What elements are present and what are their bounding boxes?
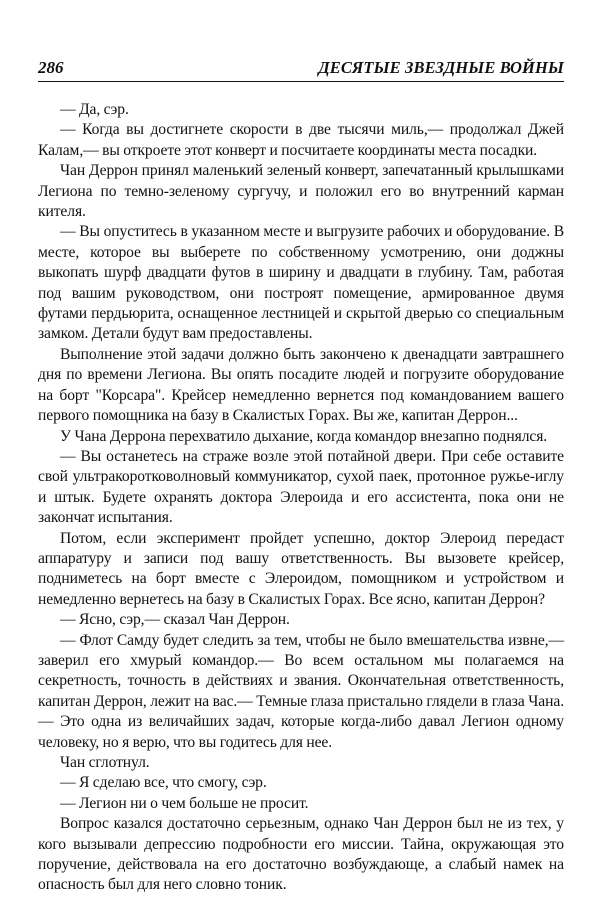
page-number: 286 [38, 58, 64, 77]
paragraph: — Я сделаю все, что смогу, сэр. [60, 774, 267, 792]
paragraph: Чан Деррон принял маленький зеленый конверт, запечатанный крылышками Легиона по темно-зеленому сургучу, и положил его во внутренний карман кителя. [38, 162, 564, 221]
paragraph: Вопрос казался достаточно серьезным, однако Чан Деррон был не из тех, у кого вызывали депрессию подробности его миссии. Тайна, окружающая это поручение, действовала на его достаточно возбуждающе, а слабый намек на опасность был для него словно тоник. [38, 815, 564, 894]
paragraph: Потом, если эксперимент пройдет успешно, доктор Элероид передаст аппаратуру и записи под вашу ответственность. Вы вызовете крейсер, подниметесь на борт вместе с Элероидом, помощником и устройством и немедленно вернетесь на базу в Скалистых Горах. Все ясно, капитан Деррон? [38, 529, 564, 608]
paragraph: — Когда вы достигнете скорости в две тысячи миль,— продолжал Джей Калам,— вы откроете этот конверт и посчитаете координаты места посадки. [38, 121, 564, 159]
paragraph: — Да, сэр. [60, 101, 129, 118]
paragraph: Чан сглотнул. [60, 754, 150, 771]
paragraph: У Чана Деррона перехватило дыхание, когда командор внезапно поднялся. [60, 427, 548, 445]
paragraph: — Флот Самду будет следить за тем, чтобы не было вмешательства извне,— заверил его хмурый командор.— Во всем остальном мы полагаемся на секретность, точность в действиях и звания. Окончательная ответственность, капитан Деррон, лежит на вас.— Темные глаза пристально глядели в глаза Чана.— Это одна из величайших задач, которые когда-либо давал Легион одному человеку, но я верю, что вы годитесь для нее. [38, 631, 564, 751]
page-header [38, 57, 564, 82]
paragraph: — Ясно, сэр,— сказал Чан Деррон. [60, 611, 290, 629]
paragraph: — Вы останетесь на страже возле этой потайной двери. При себе оставите свой ультракоротковолновый коммуникатор, сухой паек, протонное ружье-иглу и штык. Будете охранять доктора Элероида и его ассистента, пока они не закончат испытания. [38, 447, 564, 527]
paragraph: — Вы опуститесь в указанном месте и выгрузите рабочих и оборудование. В месте, которое вы выберете по собственному усмотрению, они доджны выкопать шурф двадцати футов в ширину и двадцати в глубину. Там, работая под вашим руководством, они построят помещение, армированное двумя футами пердьюрита, оснащенное лестницей и скрытой дверью со специальным замком. Детали будут вам предоставлены. [38, 223, 564, 343]
running-title: ДЕСЯТЫЕ ЗВЕЗДНЫЕ ВОЙНЫ [318, 58, 564, 77]
paragraph: Выполнение этой задачи должно быть закончено к двенадцати завтрашнего дня по времени Легиона. Вы опять посадите людей и погрузите оборудование на борт "Корсара". Крейсер немедленно вернется под командованием вашего первого помощника на базу в Скалистых Горах. Вы же, капитан Деррон... [38, 345, 564, 425]
body-text [38, 100, 564, 896]
paragraph: — Легион ни о чем больше не просит. [60, 794, 309, 812]
